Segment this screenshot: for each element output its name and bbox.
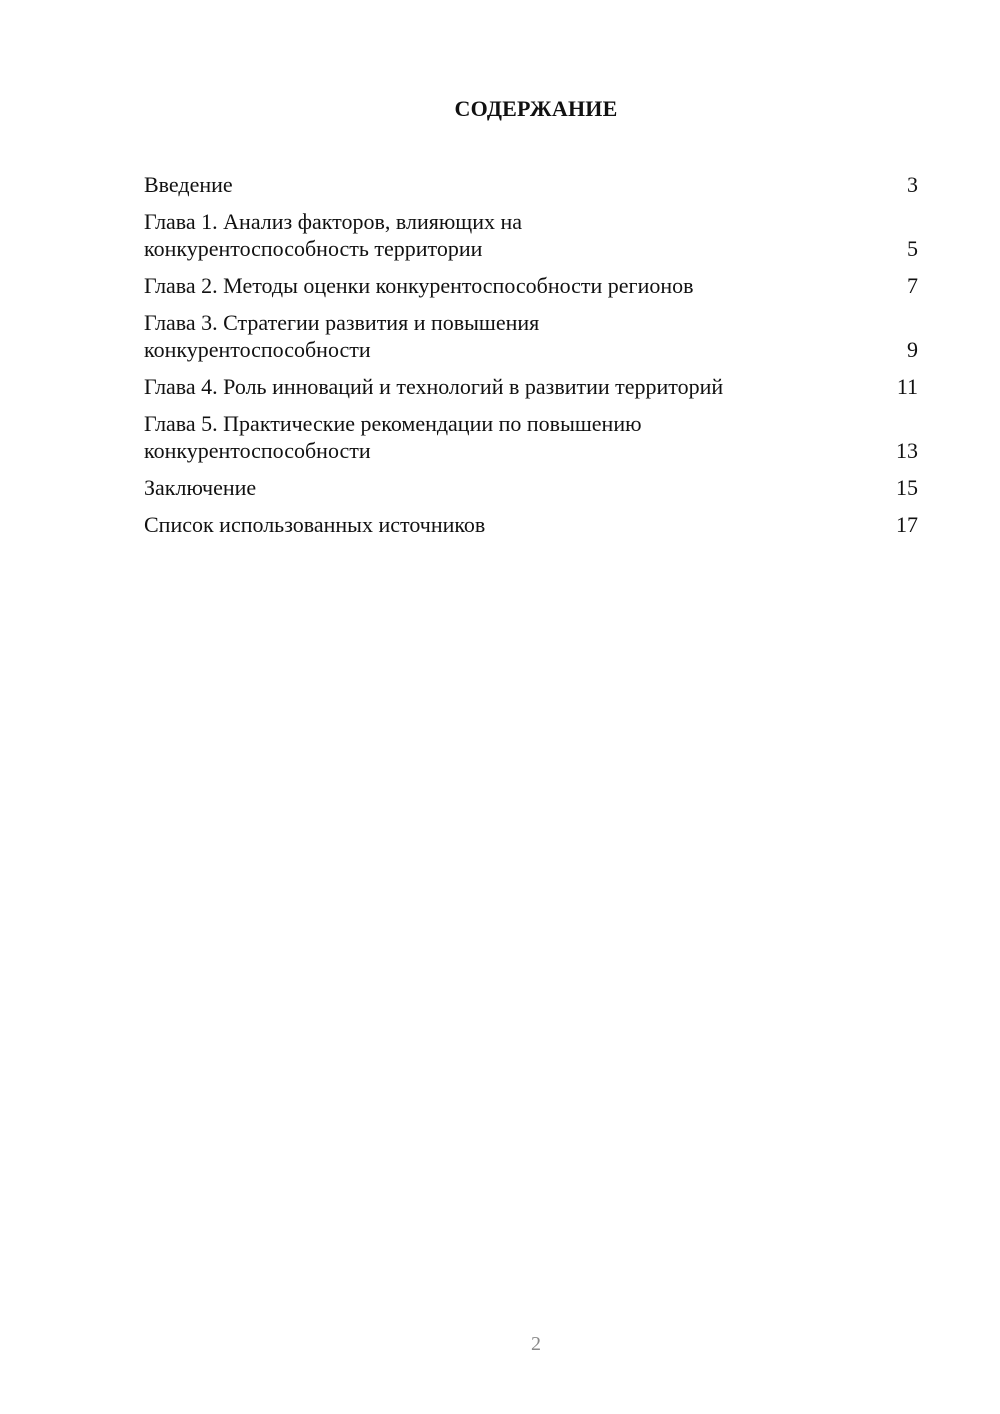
toc-entry-title (144, 208, 888, 262)
toc-entry-page: 17 (896, 512, 918, 537)
toc-entry-page: 7 (907, 273, 918, 298)
toc-entry-title-line: конкурентоспособность территории (144, 236, 483, 261)
toc-entry-title (144, 272, 888, 299)
toc-entry-title-line: Заключение (144, 475, 257, 500)
toc-entry-chapter-4 (144, 373, 918, 400)
page-number: 2 (531, 1333, 541, 1355)
toc-entry-title (144, 511, 888, 538)
toc-entry-title-line: Введение (144, 172, 233, 197)
toc-entry-page: 11 (896, 374, 918, 399)
toc-entry-title-line: Глава 2. Методы оценки конкурентоспособности регионов (144, 273, 694, 298)
toc-entry-title (144, 474, 888, 501)
toc-entry-chapter-2 (144, 272, 918, 299)
table-of-contents (144, 171, 918, 548)
toc-entry-title-line: Глава 3. Стратегии развития и повышения (144, 310, 540, 335)
toc-entry-references (144, 511, 918, 538)
toc-entry-page: 9 (907, 337, 918, 362)
toc-entry-title (144, 171, 888, 198)
toc-entry-title-line: Глава 1. Анализ факторов, влияющих на (144, 209, 523, 234)
toc-entry-chapter-5 (144, 410, 918, 464)
toc-entry-introduction (144, 171, 918, 198)
page-title: СОДЕРЖАНИЕ (454, 96, 618, 121)
toc-entry-conclusion (144, 474, 918, 501)
toc-entry-chapter-3 (144, 309, 918, 363)
toc-entry-title-line: конкурентоспособности (144, 337, 371, 362)
toc-entry-page: 13 (896, 438, 918, 463)
toc-entry-title-line: Глава 5. Практические рекомендации по повышению (144, 411, 642, 436)
toc-entry-title-line: конкурентоспособности (144, 438, 371, 463)
toc-entry-page: 15 (896, 475, 918, 500)
toc-entry-page: 3 (907, 172, 918, 197)
toc-entry-title-line: Список использованных источников (144, 512, 486, 537)
toc-entry-title-line: Глава 4. Роль инноваций и технологий в развитии территорий (144, 374, 724, 399)
toc-entry-page: 5 (907, 236, 918, 261)
toc-entry-title (144, 410, 888, 464)
toc-entry-chapter-1 (144, 208, 918, 262)
toc-entry-title (144, 309, 888, 363)
toc-entry-title (144, 373, 888, 400)
